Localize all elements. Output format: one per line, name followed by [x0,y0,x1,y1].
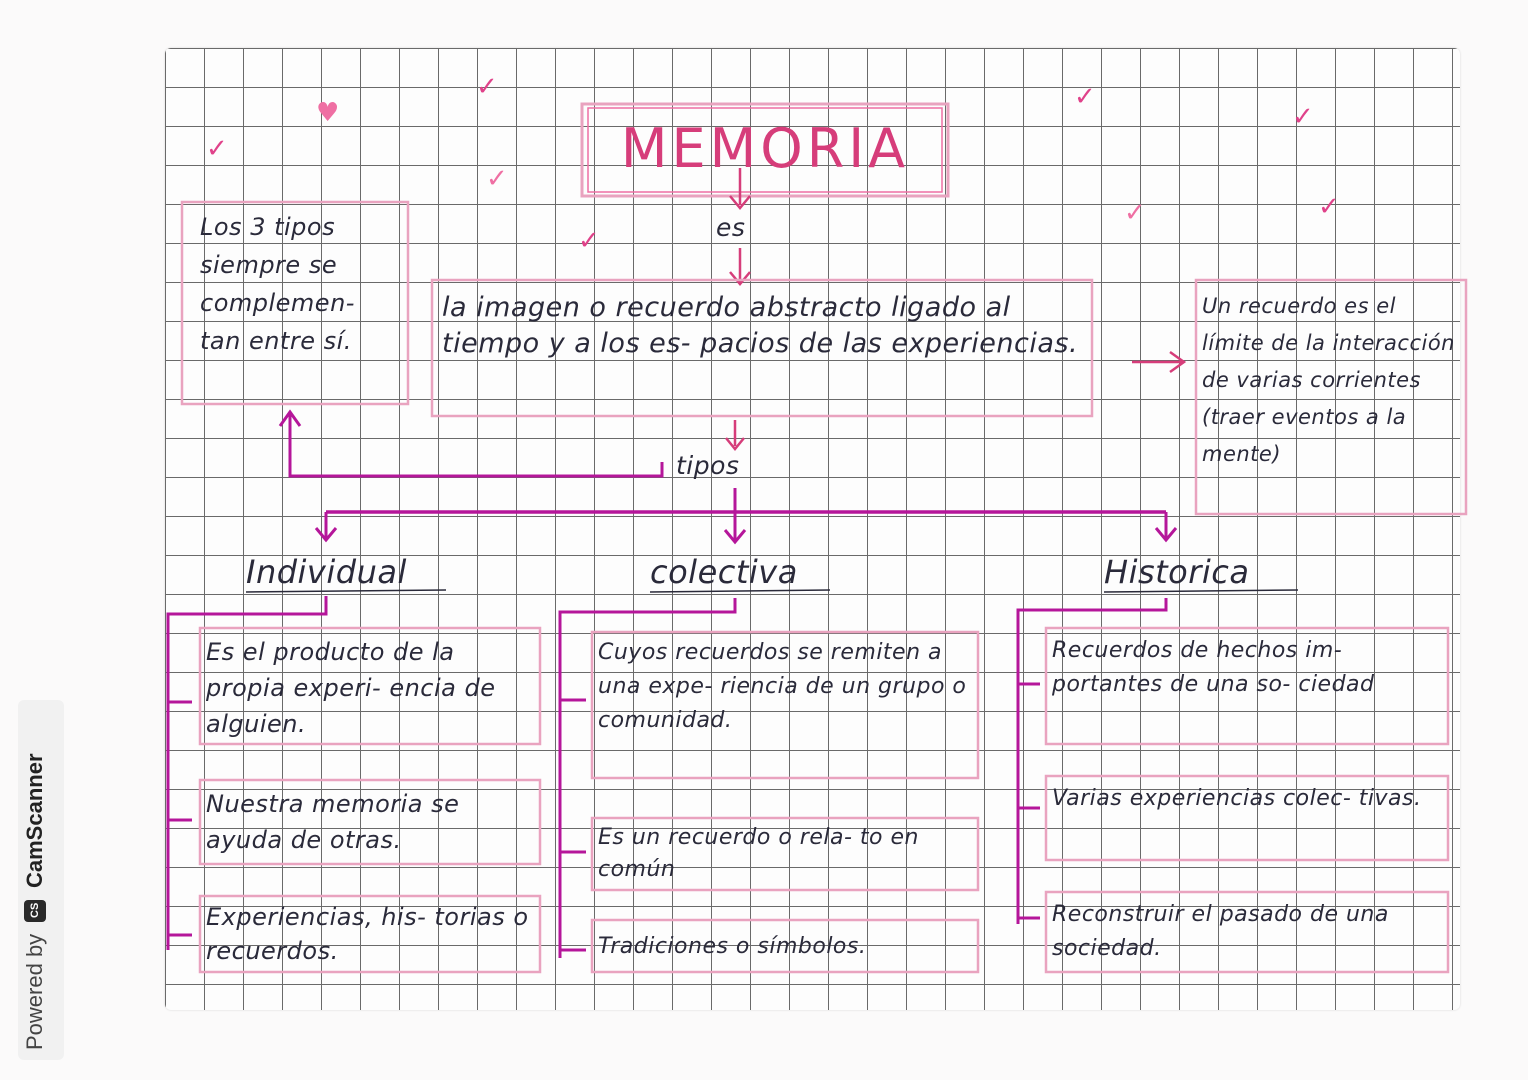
right-note-text: Un recuerdo es el límite de la interacción de varias corrientes (traer eventos a la mente) [1202,294,1455,466]
connector-tipos-to-left-note [280,412,662,476]
heart-icon: ♥ [316,98,340,128]
diagram-title: MEMORIA [620,117,910,180]
individual-item-2: Nuestra memoria se ayuda de otras. [206,790,460,854]
check-mark-icon: ✓ [476,72,498,102]
colectiva-item-3: Tradiciones o símbolos. [598,934,867,959]
connector-tipos-label: tipos [676,451,740,480]
camscanner-logo-icon: CS [24,900,46,922]
check-mark-icon: ✓ [1292,102,1314,132]
type-individual-label: Individual [246,553,407,591]
branch-to-individual [316,512,336,540]
check-mark-icon: ✓ [486,164,508,194]
arrow-definition-to-right-note [1132,352,1184,372]
historica-item-1: Recuerdos de hechos im- portantes de una so- ciedad [1052,638,1375,697]
individual-item-1: Es el producto de la propia experi- encia de alguien. [206,638,496,738]
definition-text: la imagen o recuerdo abstracto ligado al tiempo y a los es- pacios de las experiencias. [442,292,1079,359]
arrow-definition-to-tipos [726,420,744,449]
check-mark-icon: ✓ [1318,192,1340,222]
check-mark-icon: ✓ [578,226,600,256]
colectiva-item-1: Cuyos recuerdos se remiten a una expe- riencia de un grupo o comunidad. [598,640,967,733]
powered-by-text: Powered by [22,933,47,1050]
historica-item-3: Reconstruir el pasado de una sociedad. [1052,902,1389,961]
left-note-text: Los 3 tipos siempre se complemen- tan entre sí. [200,213,355,355]
branch-to-historica [1156,512,1176,540]
check-mark-icon: ✓ [1124,198,1146,228]
check-mark-icon: ✓ [1074,82,1096,112]
type-historica-label: Historica [1104,553,1250,591]
type-colectiva-label: colectiva [650,553,798,591]
colectiva-item-2: Es un recuerdo o rela- to en común [598,825,919,882]
arrow-es-to-definition [730,248,750,284]
historica-item-2: Varias experiencias colec- tivas. [1052,786,1422,811]
check-mark-icon: ✓ [206,134,228,164]
individual-item-3: Experiencias, his- torias o recuerdos. [206,903,529,965]
branch-to-colectiva [725,488,745,542]
connector-es-label: es [716,213,746,242]
camscanner-brand: CamScanner [22,753,47,888]
